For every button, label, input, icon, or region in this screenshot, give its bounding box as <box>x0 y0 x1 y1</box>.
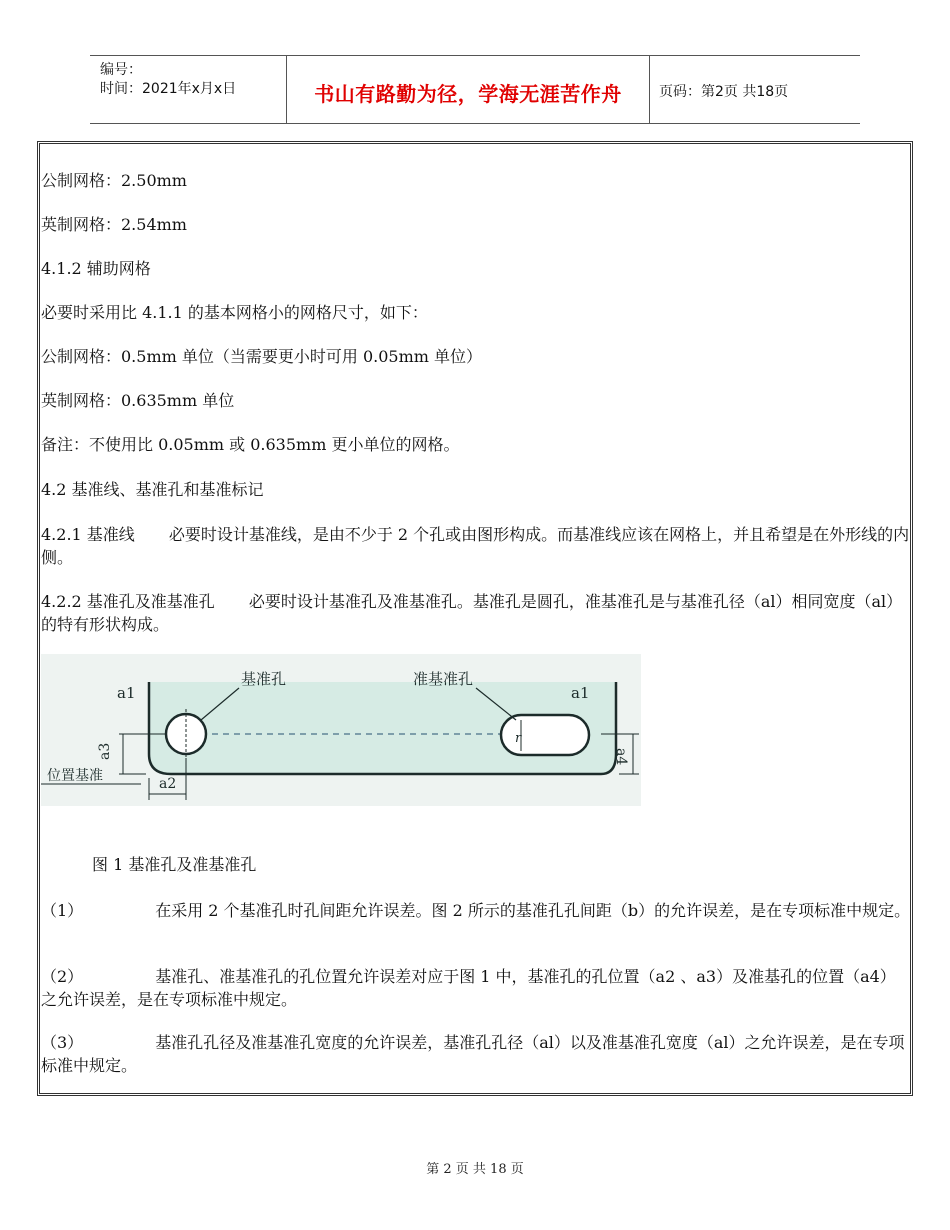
content-box <box>37 141 913 1096</box>
item-1 <box>41 899 911 922</box>
header-motto: 书山有路勤为径，学海无涯苦作舟 <box>314 82 622 106</box>
text-note: 备注：不使用比 0.05mm 或 0.635mm 更小单位的网格。 <box>41 435 460 454</box>
label-datum-hole: 基准孔 <box>241 670 287 688</box>
text-aux-intro: 必要时采用比 4.1.1 的基本网格小的网格尺寸，如下： <box>41 303 428 322</box>
item-1-number: （1） <box>41 901 84 920</box>
figure-datum-holes <box>41 654 641 806</box>
label-position-ref: 位置基准 <box>47 768 103 784</box>
header-meta <box>90 56 286 123</box>
label-r: r <box>515 731 522 746</box>
header-number: 编号： <box>100 62 142 78</box>
item-2 <box>41 965 911 1011</box>
text-imperial-grid: 英制网格：2.54mm <box>41 215 187 234</box>
header-time: 时间：2021年x月x日 <box>100 81 237 97</box>
heading-aux-grid: 4.1.2 辅助网格 <box>41 259 151 278</box>
item-2-number: （2） <box>41 967 84 986</box>
para-421 <box>41 523 911 569</box>
para-422-heading: 4.2.2 基准孔及准基准孔 <box>41 592 215 611</box>
text-aux-imperial: 英制网格：0.635mm 单位 <box>41 391 235 410</box>
text-metric-grid: 公制网格：2.50mm <box>41 171 187 190</box>
page-footer: 第 2 页 共 18 页 <box>426 1162 524 1177</box>
page-header <box>90 55 860 124</box>
para-422 <box>41 590 911 636</box>
text-aux-metric: 公制网格：0.5mm 单位（当需要更小时可用 0.05mm 单位） <box>41 347 483 366</box>
header-motto-cell <box>286 56 650 123</box>
header-page-cell <box>649 56 860 123</box>
heading-datum: 4.2 基准线、基准孔和基准标记 <box>41 480 264 499</box>
para-421-body: 必要时设计基准线，是由不少于 2 个孔或由图形构成。而基准线应该在网格上，并且希望是在外形线的内侧。 <box>41 525 910 567</box>
label-a1-right: a1 <box>571 684 590 702</box>
item-3-number: （3） <box>41 1033 84 1052</box>
para-421-heading: 4.2.1 基准线 <box>41 525 135 544</box>
para-422-body: 必要时设计基准孔及准基准孔。基准孔是圆孔，准基准孔是与基准孔径（al）相同宽度（al）的特有形状构成。 <box>41 592 903 634</box>
header-page-number: 页码：第2页 共18页 <box>659 84 789 100</box>
label-a1-left: a1 <box>117 684 136 702</box>
item-3-text: 基准孔孔径及准基准孔宽度的允许误差，基准孔孔径（al）以及准基准孔宽度（al）之允许误差，是在专项标准中规定。 <box>41 1033 905 1075</box>
item-2-text: 基准孔、准基准孔的孔位置允许误差对应于图 1 中，基准孔的孔位置（a2 、a3）及准基孔的位置（a4）之允许误差，是在专项标准中规定。 <box>41 967 896 1009</box>
label-quasi-hole: 准基准孔 <box>413 670 474 688</box>
item-3 <box>41 1031 911 1077</box>
label-a3: a3 <box>97 742 113 760</box>
label-a4: a4 <box>613 748 629 766</box>
figure-caption: 图 1 基准孔及准基准孔 <box>92 855 257 874</box>
label-a2: a2 <box>159 776 177 792</box>
item-1-text: 在采用 2 个基准孔时孔间距允许误差。图 2 所示的基准孔孔间距（b）的允许误差，是在专项标准中规定。 <box>155 901 911 920</box>
